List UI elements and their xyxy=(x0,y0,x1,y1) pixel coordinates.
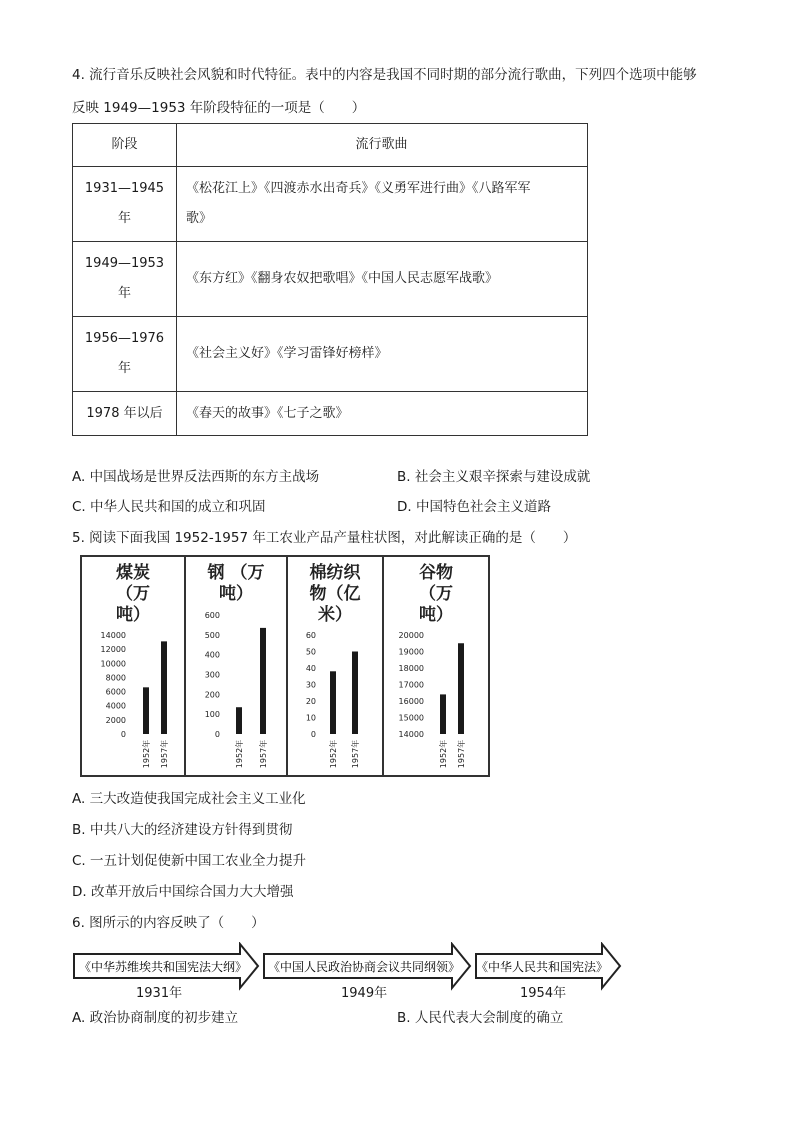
x-tick-label: 1952年 xyxy=(235,739,244,769)
y-tick-label: 12000 xyxy=(100,645,126,655)
steel-chart-title: 钢 （万 吨） xyxy=(207,563,265,604)
arrow-label: 《中华人民共和国宪法》 xyxy=(475,960,609,974)
coal-chart-title: 煤炭 （万 吨） xyxy=(116,563,150,625)
y-tick-label: 14000 xyxy=(100,631,126,640)
q6-stem: 6. 图所示的内容反映了（ ） xyxy=(72,915,265,931)
steel-chart-panel xyxy=(186,557,288,775)
x-tick-label: 1952年 xyxy=(142,739,151,769)
y-tick-label: 50 xyxy=(305,647,316,657)
coal-chart-panel xyxy=(82,557,186,775)
songs-cell: 《东方红》《翻身农奴把歌唱》《中国人民志愿军战歌》 xyxy=(177,242,588,317)
q5-option-d[interactable]: D. 改革开放后中国综合国力大大增强 xyxy=(72,884,294,900)
bar-1957年 xyxy=(161,641,167,734)
y-tick-label: 19000 xyxy=(398,647,424,657)
q4-stem-line2: 反映 1949—1953 年阶段特征的一项是（ ） xyxy=(72,100,366,116)
y-tick-label: 300 xyxy=(204,670,220,680)
q5-option-b[interactable]: B. 中共八大的经济建设方针得到贯彻 xyxy=(72,822,293,838)
y-tick-label: 100 xyxy=(204,710,220,720)
x-tick-label: 1952年 xyxy=(329,739,338,769)
y-tick-label: 2000 xyxy=(105,715,126,725)
cotton-chart-panel xyxy=(288,557,384,775)
table-row xyxy=(73,242,588,317)
songs-cell: 《松花江上》《四渡赤水出奇兵》《义勇军进行曲》《八路军军 歌》 xyxy=(177,167,588,242)
stage-cell: 1956—1976 年 xyxy=(73,317,177,392)
y-tick-label: 40 xyxy=(305,664,316,673)
y-tick-label: 600 xyxy=(204,611,220,620)
songs-cell: 《春天的故事》《七子之歌》 xyxy=(177,392,588,436)
q6-option-b[interactable]: B. 人民代表大会制度的确立 xyxy=(397,1010,564,1026)
q4-option-a[interactable]: A. 中国战场是世界反法西斯的东方主战场 xyxy=(72,469,320,485)
stage-cell: 1978 年以后 xyxy=(73,392,177,436)
y-tick-label: 30 xyxy=(305,680,316,690)
q5-option-c[interactable]: C. 一五计划促使新中国工农业全力提升 xyxy=(72,853,307,869)
q5-stem: 5. 阅读下面我国 1952-1957 年工农业产品产量柱状图，对此解读正确的是（ ） xyxy=(72,530,577,546)
y-tick-label: 4000 xyxy=(105,701,126,711)
y-tick-label: 10 xyxy=(305,713,316,723)
table-row xyxy=(73,167,588,242)
stage-cell: 1949—1953 年 xyxy=(73,242,177,317)
song-table xyxy=(72,123,588,436)
y-tick-label: 18000 xyxy=(398,664,424,673)
stage-cell: 1931—1945 年 xyxy=(73,167,177,242)
grain-chart-title: 谷物 （万 吨） xyxy=(419,563,453,625)
y-tick-label: 20000 xyxy=(398,631,424,640)
bar-1957年 xyxy=(458,643,464,734)
x-tick-label: 1957年 xyxy=(259,739,268,769)
x-tick-label: 1957年 xyxy=(160,739,169,769)
q4-option-b[interactable]: B. 社会主义艰辛探索与建设成就 xyxy=(397,469,591,485)
arrow-year: 1954年 xyxy=(520,986,567,1001)
y-tick-label: 400 xyxy=(204,650,220,660)
y-tick-label: 8000 xyxy=(105,673,126,683)
arrow-label: 《中华苏维埃共和国宪法大纲》 xyxy=(78,960,248,974)
x-tick-label: 1952年 xyxy=(439,739,448,769)
q4-option-c[interactable]: C. 中华人民共和国的成立和巩固 xyxy=(72,499,266,515)
bar-1957年 xyxy=(260,628,266,734)
y-tick-label: 500 xyxy=(204,630,220,640)
x-tick-label: 1957年 xyxy=(457,739,466,769)
y-tick-label: 20 xyxy=(305,697,316,706)
y-tick-label: 60 xyxy=(305,631,316,640)
bar-1952年 xyxy=(440,694,446,734)
x-tick-label: 1957年 xyxy=(351,739,360,769)
header-songs: 流行歌曲 xyxy=(177,124,588,167)
arrow-year: 1949年 xyxy=(341,986,388,1001)
y-tick-label: 15000 xyxy=(398,713,424,723)
y-tick-label: 200 xyxy=(204,690,220,700)
y-tick-label: 0 xyxy=(310,730,316,739)
arrow-label: 《中国人民政治协商会议共同纲领》 xyxy=(267,960,461,974)
table-row xyxy=(73,392,588,436)
q5-option-a[interactable]: A. 三大改造使我国完成社会主义工业化 xyxy=(72,791,306,807)
table-header-row xyxy=(73,124,588,167)
y-tick-label: 17000 xyxy=(398,680,424,690)
cotton-chart-title: 棉纺织 物（亿 米） xyxy=(309,563,361,625)
y-tick-label: 0 xyxy=(120,730,126,739)
bar-1952年 xyxy=(330,671,336,734)
y-tick-label: 0 xyxy=(214,730,220,739)
y-tick-label: 6000 xyxy=(105,687,126,697)
q6-option-a[interactable]: A. 政治协商制度的初步建立 xyxy=(72,1010,239,1026)
bar-1952年 xyxy=(236,707,242,734)
grain-chart-panel xyxy=(384,557,488,775)
bar-1957年 xyxy=(352,652,358,735)
production-bar-charts xyxy=(80,555,490,777)
bar-1952年 xyxy=(143,687,149,734)
songs-cell: 《社会主义好》《学习雷锋好榜样》 xyxy=(177,317,588,392)
header-stage: 阶段 xyxy=(73,124,177,167)
y-tick-label: 14000 xyxy=(398,730,424,739)
arrow-year: 1931年 xyxy=(136,986,183,1001)
q4-option-d[interactable]: D. 中国特色社会主义道路 xyxy=(397,499,551,515)
table-row xyxy=(73,317,588,392)
y-tick-label: 16000 xyxy=(398,697,424,706)
q4-stem-line1: 4. 流行音乐反映社会风貌和时代特征。表中的内容是我国不同时期的部分流行歌曲，下列四个选项中能够 xyxy=(72,67,697,83)
y-tick-label: 10000 xyxy=(100,659,126,669)
